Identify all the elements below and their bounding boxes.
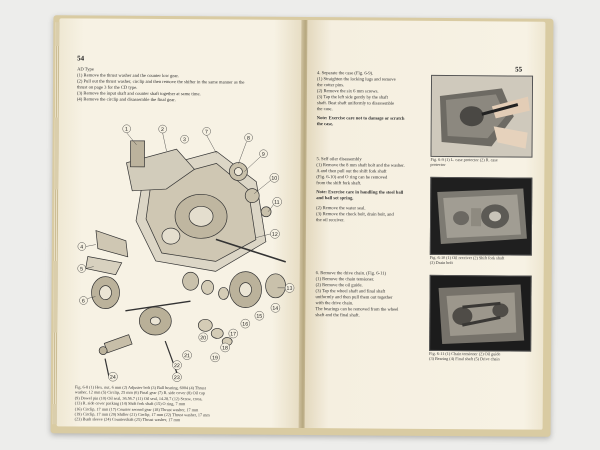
left-figure-caption — [75, 384, 295, 423]
callout: 12 — [271, 231, 278, 238]
intro-line: (2) Pull out the thrust washer, circlip and then remove the shifter in the same manner as the — [76, 78, 245, 85]
callout: 7 — [205, 129, 208, 136]
body-line: (2) Remove the six 6 mm screws. — [316, 88, 379, 94]
note-line: the case. — [316, 121, 334, 127]
body-line: (3) Remove the check bolt, drain bolt, and — [316, 211, 394, 217]
body-line: (3) Tap the wheel shaft and final shaft — [315, 288, 386, 294]
caption-line: protector — [430, 162, 446, 168]
note-line: Note: Exercise care not to damage or scratch — [316, 115, 405, 121]
body-line: 4. Separate the case (Fig. 6-9). — [317, 70, 374, 76]
caption-line: Fig. 6-10 (1) Oil receiver (2) Shift fork shaft — [429, 254, 505, 261]
callout: 21 — [184, 353, 190, 360]
callout: 22 — [173, 363, 180, 370]
exploded-transmission-diagram — [65, 110, 297, 384]
caption-line: Fig. 6-9 (1) L. case protector (2) R. case — [430, 156, 498, 163]
callout: 20 — [200, 335, 207, 342]
body-line: The bearings can be removed from the wheel — [315, 306, 399, 312]
section-separate-case — [317, 70, 425, 128]
callout: 1 — [125, 126, 128, 133]
callout: 6 — [81, 298, 85, 305]
body-line: 6. Remove the drive chain. (Fig. 6-11) — [315, 270, 387, 276]
open-manual-book — [57, 18, 546, 433]
caption-line: (19) Circlip, 17 mm (20) Shifter (21) Circlip, 17 mm (22) Thrust washer, 17 mm — [74, 411, 210, 418]
caption-line: (16) Circlip, 17 mm (17) Counter second gear (18) Thrust washer, 17 mm — [74, 406, 199, 412]
note-line: and ball set spring. — [316, 195, 354, 201]
body-line: A and then pull out the shift fork shaft — [316, 168, 387, 174]
callout: 17 — [230, 331, 237, 338]
body-line: shaft and the final shaft. — [315, 312, 360, 318]
right-page — [305, 20, 546, 430]
intro-line: (4) Remove the circlip and disassemble the final gear. — [76, 96, 176, 103]
callout: 16 — [242, 321, 249, 328]
body-line: (1) Straighten the locking lugs and remove — [317, 76, 396, 82]
photo-drive-chain — [429, 275, 532, 352]
caption-line: (13) R. side cover packing (14) Shift fork shaft (15) O ring, 7 mm — [74, 400, 186, 407]
callout: 10 — [271, 175, 278, 182]
photo-caption-6-10 — [430, 255, 534, 267]
callout: 15 — [256, 313, 263, 320]
body-line: with the drive chain. — [315, 300, 354, 306]
caption-line: (3) Bearing (4) Final shaft (5) Drive chain — [429, 356, 500, 362]
callout: 13 — [286, 285, 293, 292]
callout: 14 — [272, 305, 279, 312]
left-page — [57, 18, 304, 428]
photo-case-interior — [430, 177, 533, 256]
note-line: Note: Exercise care in handling the steel ball — [316, 189, 404, 195]
section-self-oiler — [316, 156, 424, 224]
body-line: the cotter pins. — [316, 82, 345, 88]
body-line: the oil receiver. — [316, 217, 345, 223]
callout: 11 — [274, 199, 280, 206]
left-page-number: 54 — [77, 54, 85, 63]
body-line: (1) Remove the 8 mm shaft bolt and the washer. — [316, 162, 405, 168]
body-line: the case. — [316, 106, 333, 112]
callout: 9 — [261, 151, 265, 158]
intro-line: (1) Remove the thrust washer and the counter low gear. — [77, 72, 179, 79]
body-line: uniformly and then pull them out together — [315, 294, 393, 300]
caption-line: Fig. 6-8 (1) Hex. nut, 6 mm (2) Adjuster bolt (3) Ball bearing, 6004 (4) Thrust — [74, 384, 206, 391]
caption-line: (3) Drain bolt — [429, 260, 453, 266]
caption-line: Fig. 6-11 (1) Chain tensioner (2) Oil guide — [429, 350, 501, 357]
callout: 18 — [222, 345, 228, 352]
body-line: (2) Remove the water seal. — [316, 205, 366, 211]
callout: 23 — [173, 375, 180, 382]
photo-case-separation — [430, 75, 533, 158]
body-line: (1) Remove the chain tensioner. — [315, 276, 375, 282]
caption-line: (9) Dowel pin (10) Oil seal, 36.56.7 (11) Oil seal, 14.28.7 (12) Screw, cross, — [74, 395, 203, 402]
section-drive-chain — [315, 270, 423, 319]
body-line: from the shift fork shaft. — [316, 180, 362, 186]
right-page-number: 55 — [515, 65, 523, 74]
caption-line: washer, 12 mm (5) Circlip, 25 mm (6) Final gear (7) R. side cover (8) Oil cap — [74, 389, 205, 396]
body-line: (3) Tap the left side gently by the shaft — [316, 94, 388, 100]
callout: 24 — [109, 374, 116, 381]
intro-line: (3) Remove the input shaft and counter shaft together at same time. — [76, 90, 201, 97]
photo-caption-6-9 — [430, 157, 534, 169]
body-line: (2) Remove the oil guide. — [315, 282, 363, 288]
body-line: 5. Self oiler disassembly — [316, 156, 362, 162]
left-intro-text — [77, 66, 292, 104]
photo-caption-6-11 — [429, 351, 533, 363]
intro-line: thrust on page 3 for the CD type. — [76, 84, 138, 90]
caption-line: (23) Bush sleeve (24) Countershaft (25) Thrust washer, 17 mm — [74, 416, 181, 423]
callout: 19 — [212, 355, 218, 362]
intro-line: AD Type — [77, 66, 94, 72]
callout: 5 — [80, 266, 84, 273]
callout: 8 — [246, 135, 250, 142]
callout: 4 — [80, 244, 84, 251]
body-line: shaft. Beat shaft uniformly to disassemble — [316, 100, 395, 106]
callout: 3 — [182, 137, 186, 144]
callout: 2 — [161, 127, 164, 134]
body-line: (Fig. 6-10) and O ring can be removed — [316, 174, 388, 180]
